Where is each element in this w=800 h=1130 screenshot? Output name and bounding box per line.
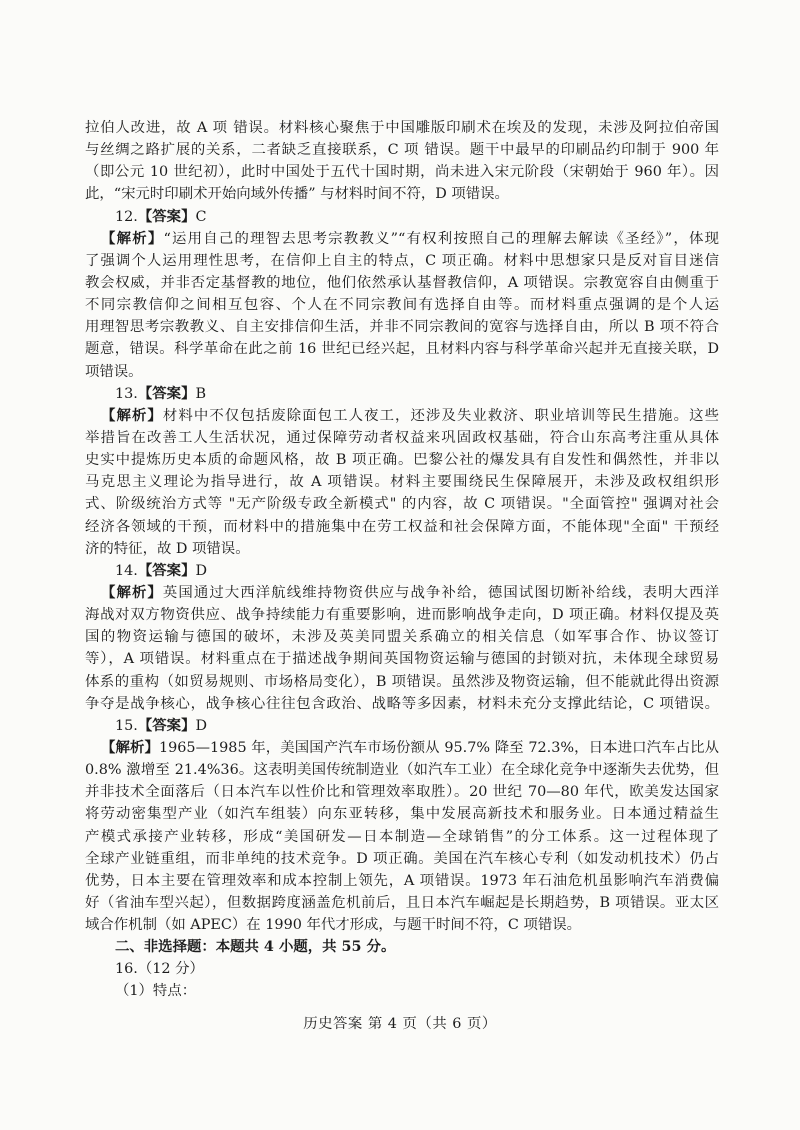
answer-label: 【答案】 [137,561,196,579]
text-line: 项错误。 [85,363,143,380]
text-line: 不同宗教信仰之间相互包容、个人在不同宗教间有选择自由等。而材料重点强调的是个人运 [85,297,719,314]
question-number: 12. [115,208,138,225]
text-line: 产模式承接产业转移，形成“美国研发—日本制造—全球销售”的分工体系。这一过程体现了 [85,828,719,845]
analysis-first-line [85,582,719,604]
text-line: 此，“宋元时印刷术开始向域外传播” 与材料时间不符，D 项错误。 [85,186,509,203]
answer-line [85,715,719,737]
text-line: 优势，日本主要在管理效率和成本控制上领先，A 项错误。1973 年石油危机虽影响汽车消费偏 [85,872,719,889]
text-line: 并非技术全面落后（日本汽车以性价比和管理效率取胜）。20 世纪 70—80 年代，欧美发达国家 [85,784,719,801]
text-line: 将劳动密集型产业（如汽车组装）向东亚转移，集中发展高新技术和服务业。日本通过精益生 [85,806,719,823]
analysis-text: 材料中不仅包括废除面包工人夜工，还涉及失业救济、职业培训等民生措施。这些 [162,407,719,424]
text-line: 等），A 项错误。材料重点在于描述战争期间英国物资运输与德国的封锁对抗，未体现全球贸易 [85,651,719,668]
answer-line [85,206,719,228]
text-line: 了强调个人运用理性思考，在信仰上自主的特点，C 项正确。材料中思想家只是反对盲目迷信 [85,252,719,269]
text-line: 0.8% 激增至 21.4%36。这表明美国传统制造业（如汽车工业）在全球化竞争中逐渐失去优势，但 [85,762,719,779]
text-line: 用理智思考宗教教义、自主安排信仰生活，并非不同宗教间的宽容与选择自由，所以 B 项不符合 [85,319,719,336]
answer-label: 【答案】 [137,207,196,225]
section-heading: 二、非选择题：本题共 4 小题，共 55 分。 [115,938,396,956]
analysis-first-line [85,405,719,427]
analysis-first-line [85,737,719,759]
analysis-text: 1965—1985 年，美国国产汽车市场份额从 95.7% 降至 72.3%，日本进口汽车占比从 [158,739,719,756]
text-line: 争夺是战争核心，战争核心往往包含政治、战略等多因素，材料未充分支撑此结论，C 项错误。 [85,695,719,712]
text-line: 好（省油车型兴起），但数据跨度涵盖危机前后，且日本汽车崛起是长期趋势，B 项错误。亚太区 [85,894,719,911]
text-line: 经济各领域的干预，而材料中的措施集中在劳工权益和社会保障方面，不能体现"全面" 干预经 [85,518,719,535]
text-line: 史实中提炼历史本质的命题风格，故 B 项正确。巴黎公社的爆发具有自发性和偶然性，并非以 [85,452,719,469]
answer-line [85,560,719,582]
text-line: 教会权威，并非否定基督教的地位，他们依然承认基督教信仰，A 项错误。宗教宽容自由侧重于 [85,274,719,291]
analysis-label: 【解析】 [101,229,164,247]
question-title: 16.（12 分） [115,961,204,978]
analysis-label: 【解析】 [101,406,163,424]
text-line: 国的物资运输与德国的破坏，未涉及英美同盟关系确立的相关信息（如军事合作、协议签订 [85,629,719,646]
text-line: 拉伯人改进，故 A 项 错误。材料核心聚焦于中国雕版印刷术在埃及的发现，未涉及阿拉伯帝国 [85,120,719,136]
text-line: 全球产业链重组，而非单纯的技术竞争。D 项正确。美国在汽车核心专利（如发动机技术）仍占 [85,850,719,867]
question-number: 13. [115,385,138,402]
question-number: 14. [115,562,138,579]
text-line: 体系的重构（如贸易规则、市场格局变化），B 项错误。虽然涉及物资运输，但不能就此得出资源 [85,673,719,690]
document-body [85,117,719,1003]
text-line: 题意，错误。科学革命在此之前 16 世纪已经兴起，且材料内容与科学革命兴起并无直接关联，D [85,341,719,358]
answer-line [85,383,719,405]
answer-value: B [195,385,207,402]
analysis-label: 【解析】 [101,738,159,756]
analysis-label: 【解析】 [101,583,163,601]
text-line: （即公元 10 世纪初），此时中国处于五代十国时期，尚未进入宋元阶段（宋朝始于 960 年）。因 [85,164,719,181]
text-line: 举措旨在改善工人生活状况，通过保障劳动者权益来巩固政权基础，符合山东高考注重从具体 [85,429,719,446]
text-line: 域合作机制（如 APEC）在 1990 年代才形成，与题干时间不符，C 项错误。 [85,917,582,934]
text-line: 海战对双方物资供应、战争持续能力有重要影响，进而影响战争走向，D 项正确。材料仅提及英 [85,607,719,624]
answer-label: 【答案】 [137,384,196,402]
question-number: 15. [115,717,138,734]
answer-value: D [195,562,208,579]
page-footer: 历史答案 第 4 页（共 6 页） [303,1016,497,1032]
analysis-text: “运用自己的理智去思考宗教教义”“有权利按照自己的理解去解读《圣经》”，体现 [163,230,719,247]
analysis-first-line [85,228,719,250]
answer-value: C [195,208,207,225]
answer-label: 【答案】 [137,716,196,734]
question-subpart: （1）特点： [115,983,197,1000]
text-line: 济的特征，故 D 项错误。 [85,540,250,557]
text-line: 式、阶级统治方式等 "无产阶级专政全新模式" 的内容，故 C 项错误。"全面管控" 强调对社会 [85,496,719,513]
answer-value: D [195,717,208,734]
analysis-text: 英国通过大西洋航线维持物资供应与战争补给，德国试图切断补给线，表明大西洋 [162,584,719,601]
text-line: 与丝绸之路扩展的关系，二者缺乏直接联系，C 项 错误。题干中最早的印刷品约印制于 900 年 [85,142,719,159]
text-line: 马克思主义理论为指导进行，故 A 项错误。材料主要围绕民生保障展开，未涉及政权组织形 [85,474,719,491]
